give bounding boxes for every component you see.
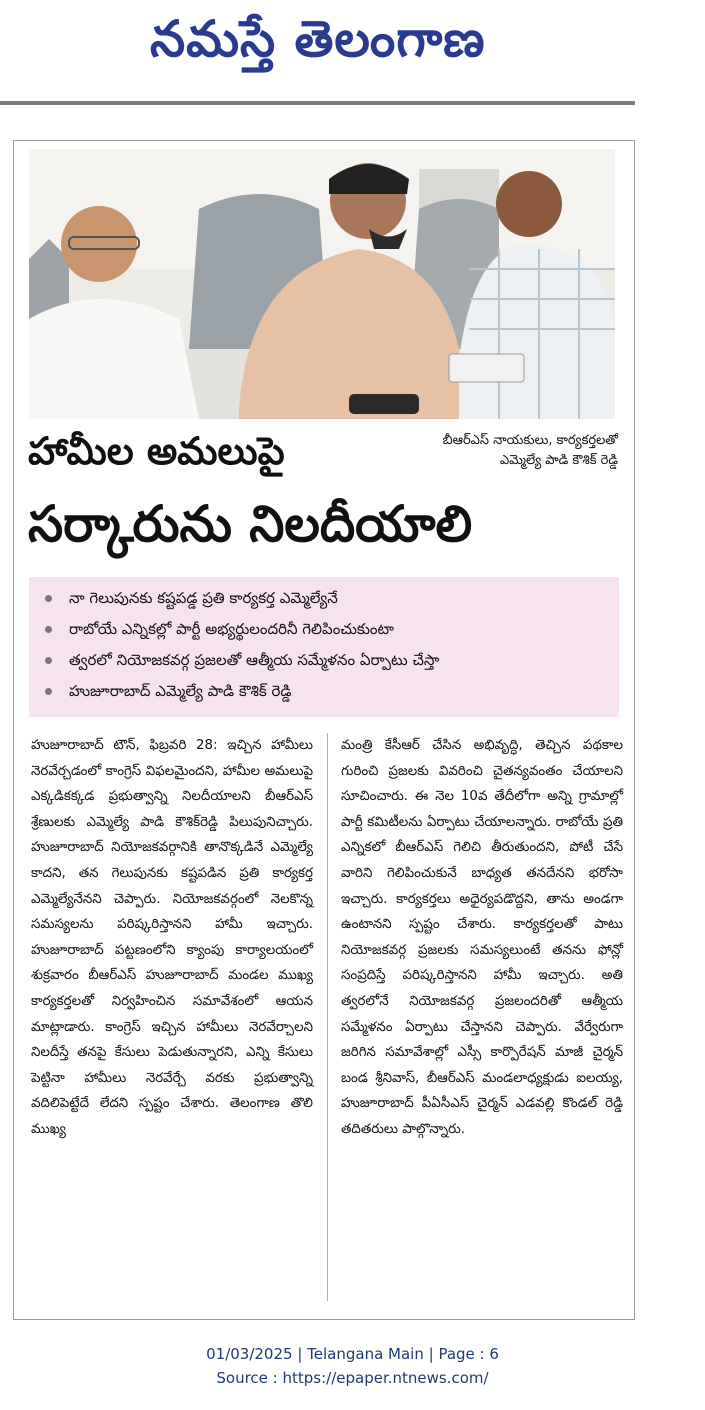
highlight-text: త్వరలో నియోజకవర్గ ప్రజలతో ఆత్మీయ సమ్మేళనం ఏర్పాటు చేస్తా [69,651,440,669]
masthead-divider [0,101,635,105]
article-body-left-column: హుజూరాబాద్ టౌన్, ఫిబ్రవరి 28: ఇచ్చిన హామీలు నెరవేర్చడంలో కాంగ్రెస్ విఫలమైందని, హామీల అమలుపై ఎక్కడికక్కడ ప్రభుత్వాన్ని నిలదీయాలని బీఆర్ఎస్ శ్రేణులకు ఎమ్మెల్యే పాడి కౌశిక్‌రెడ్డి పిలుపునిచ్చారు. హుజూరాబాద్ నియోజకవర్గానికి తానొక్కడినే ఎమ్మెల్యే కాదని, తన గెలుపునకు కష్టపడిన ప్రతి కార్యకర్త ఎమ్మెల్యేనేనని చెప్పారు. నియోజకవర్గంలో నెలకొన్న సమస్యలను పరిష్కరిస్తానని హామీ ఇచ్చారు. హుజూరాబాద్ పట్టణంలోని క్యాంపు కార్యాలయంలో శుక్రవారం బీఆర్ఎస్ హుజూరాబాద్ మండల ముఖ్య కార్యకర్తలతో నిర్వహించిన సమావేశంలో ఆయన మాట్లాడారు. కాంగ్రెస్ ఇచ్చిన హామీలు నెరవేర్చాలని నిలదీస్తే తనపై కేసులు పెడుతున్నారని, ఎన్ని కేసులు పెట్టినా హామీలు నెరవేర్చే వరకు ప్రభుత్వాన్ని వదిలిపెట్టేదే లేదని స్పష్టం చేశారు. తెలంగాణ తొలి ముఖ్య [31,738,313,1137]
bullet-icon [45,657,52,664]
masthead [0,0,705,104]
bullet-icon [45,626,52,633]
article-photo [29,149,615,419]
bullet-icon [45,688,52,695]
highlights-list [29,577,619,707]
headline-line-1: హామీల అమలుపై [28,429,285,473]
footer-date-page: 01/03/2025 | Telangana Main | Page : 6 [206,1345,499,1363]
list-item [29,645,619,676]
caption-line-2: ఎమ్మెల్యే పాడి కౌశిక్ రెడ్డి [499,453,618,468]
list-item [29,583,619,614]
newspaper-logo: నమస్తే తెలంగాణ [150,10,486,68]
bullet-icon [45,595,52,602]
highlights-box [29,577,619,717]
article-body-right-column: మంత్రి కేసీఆర్ చేసిన అభివృద్ధి, తెచ్చిన పథకాల గురించి ప్రజలకు వివరించి చైతన్యవంతం చేయాలని సూచించారు. ఈ నెల 10వ తేదీలోగా అన్ని గ్రామాల్లో పార్టీ కమిటీలను ఏర్పాటు చేయాలన్నారు. రాబోయే ప్రతి ఎన్నికలో బీఆర్ఎస్ గెలిచి తీరుతుందని, పోటీ చేసే వారిని గెలిపించుకునే బాధ్యత తనదేనని భరోసా ఇచ్చారు. కార్యకర్తలు అధైర్యపడొద్దని, తాను అండగా ఉంటానని స్పష్టం చేశారు. కార్యకర్తలతో పాటు నియోజకవర్గ ప్రజలకు సమస్యలుంటే తనను ఫోన్లో సంప్రదిస్తే పరిష్కరిస్తానని హామీ ఇచ్చారు. అతి త్వరలోనే నియోజకవర్గ ప్రజలందరితో ఆత్మీయ సమ్మేళనం ఏర్పాటు చేస్తానని చెప్పారు. వేర్వేరుగా జరిగిన సమావేశాల్లో ఎస్సీ కార్పొరేషన్ మాజీ చైర్మన్ బండ శ్రీనివాస్, బీఆర్ఎస్ మండలాధ్యక్షుడు ఐలయ్య, హుజూరాబాద్ పీఏసీఎస్ చైర్మన్ ఎడవల్లి కొండల్ రెడ్డి తదితరులు పాల్గొన్నారు. [341,738,623,1137]
meeting-photo-illustration [29,149,615,419]
highlight-text: హుజూరాబాద్ ఎమ్మెల్యే పాడి కౌశిక్ రెడ్డి [69,682,292,700]
highlight-text: రాబోయే ఎన్నికల్లో పార్టీ అభ్యర్థులందరినీ గెలిపించుకుంటా [69,620,394,638]
photo-caption [366,431,618,471]
list-item [29,676,619,707]
source-footer [0,1342,705,1390]
footer-source-link[interactable]: Source : https://epaper.ntnews.com/ [216,1369,489,1387]
column-divider [327,733,328,1301]
caption-line-1: బీఆర్ఎస్ నాయకులు, కార్యకర్తలతో [442,433,618,448]
highlight-text: నా గెలుపునకు కష్టపడ్డ ప్రతి కార్యకర్త ఎమ్మెల్యేనే [69,589,338,607]
list-item [29,614,619,645]
headline-line-2: సర్కారును నిలదీయాలి [28,495,473,553]
article-clipping [13,140,635,1320]
